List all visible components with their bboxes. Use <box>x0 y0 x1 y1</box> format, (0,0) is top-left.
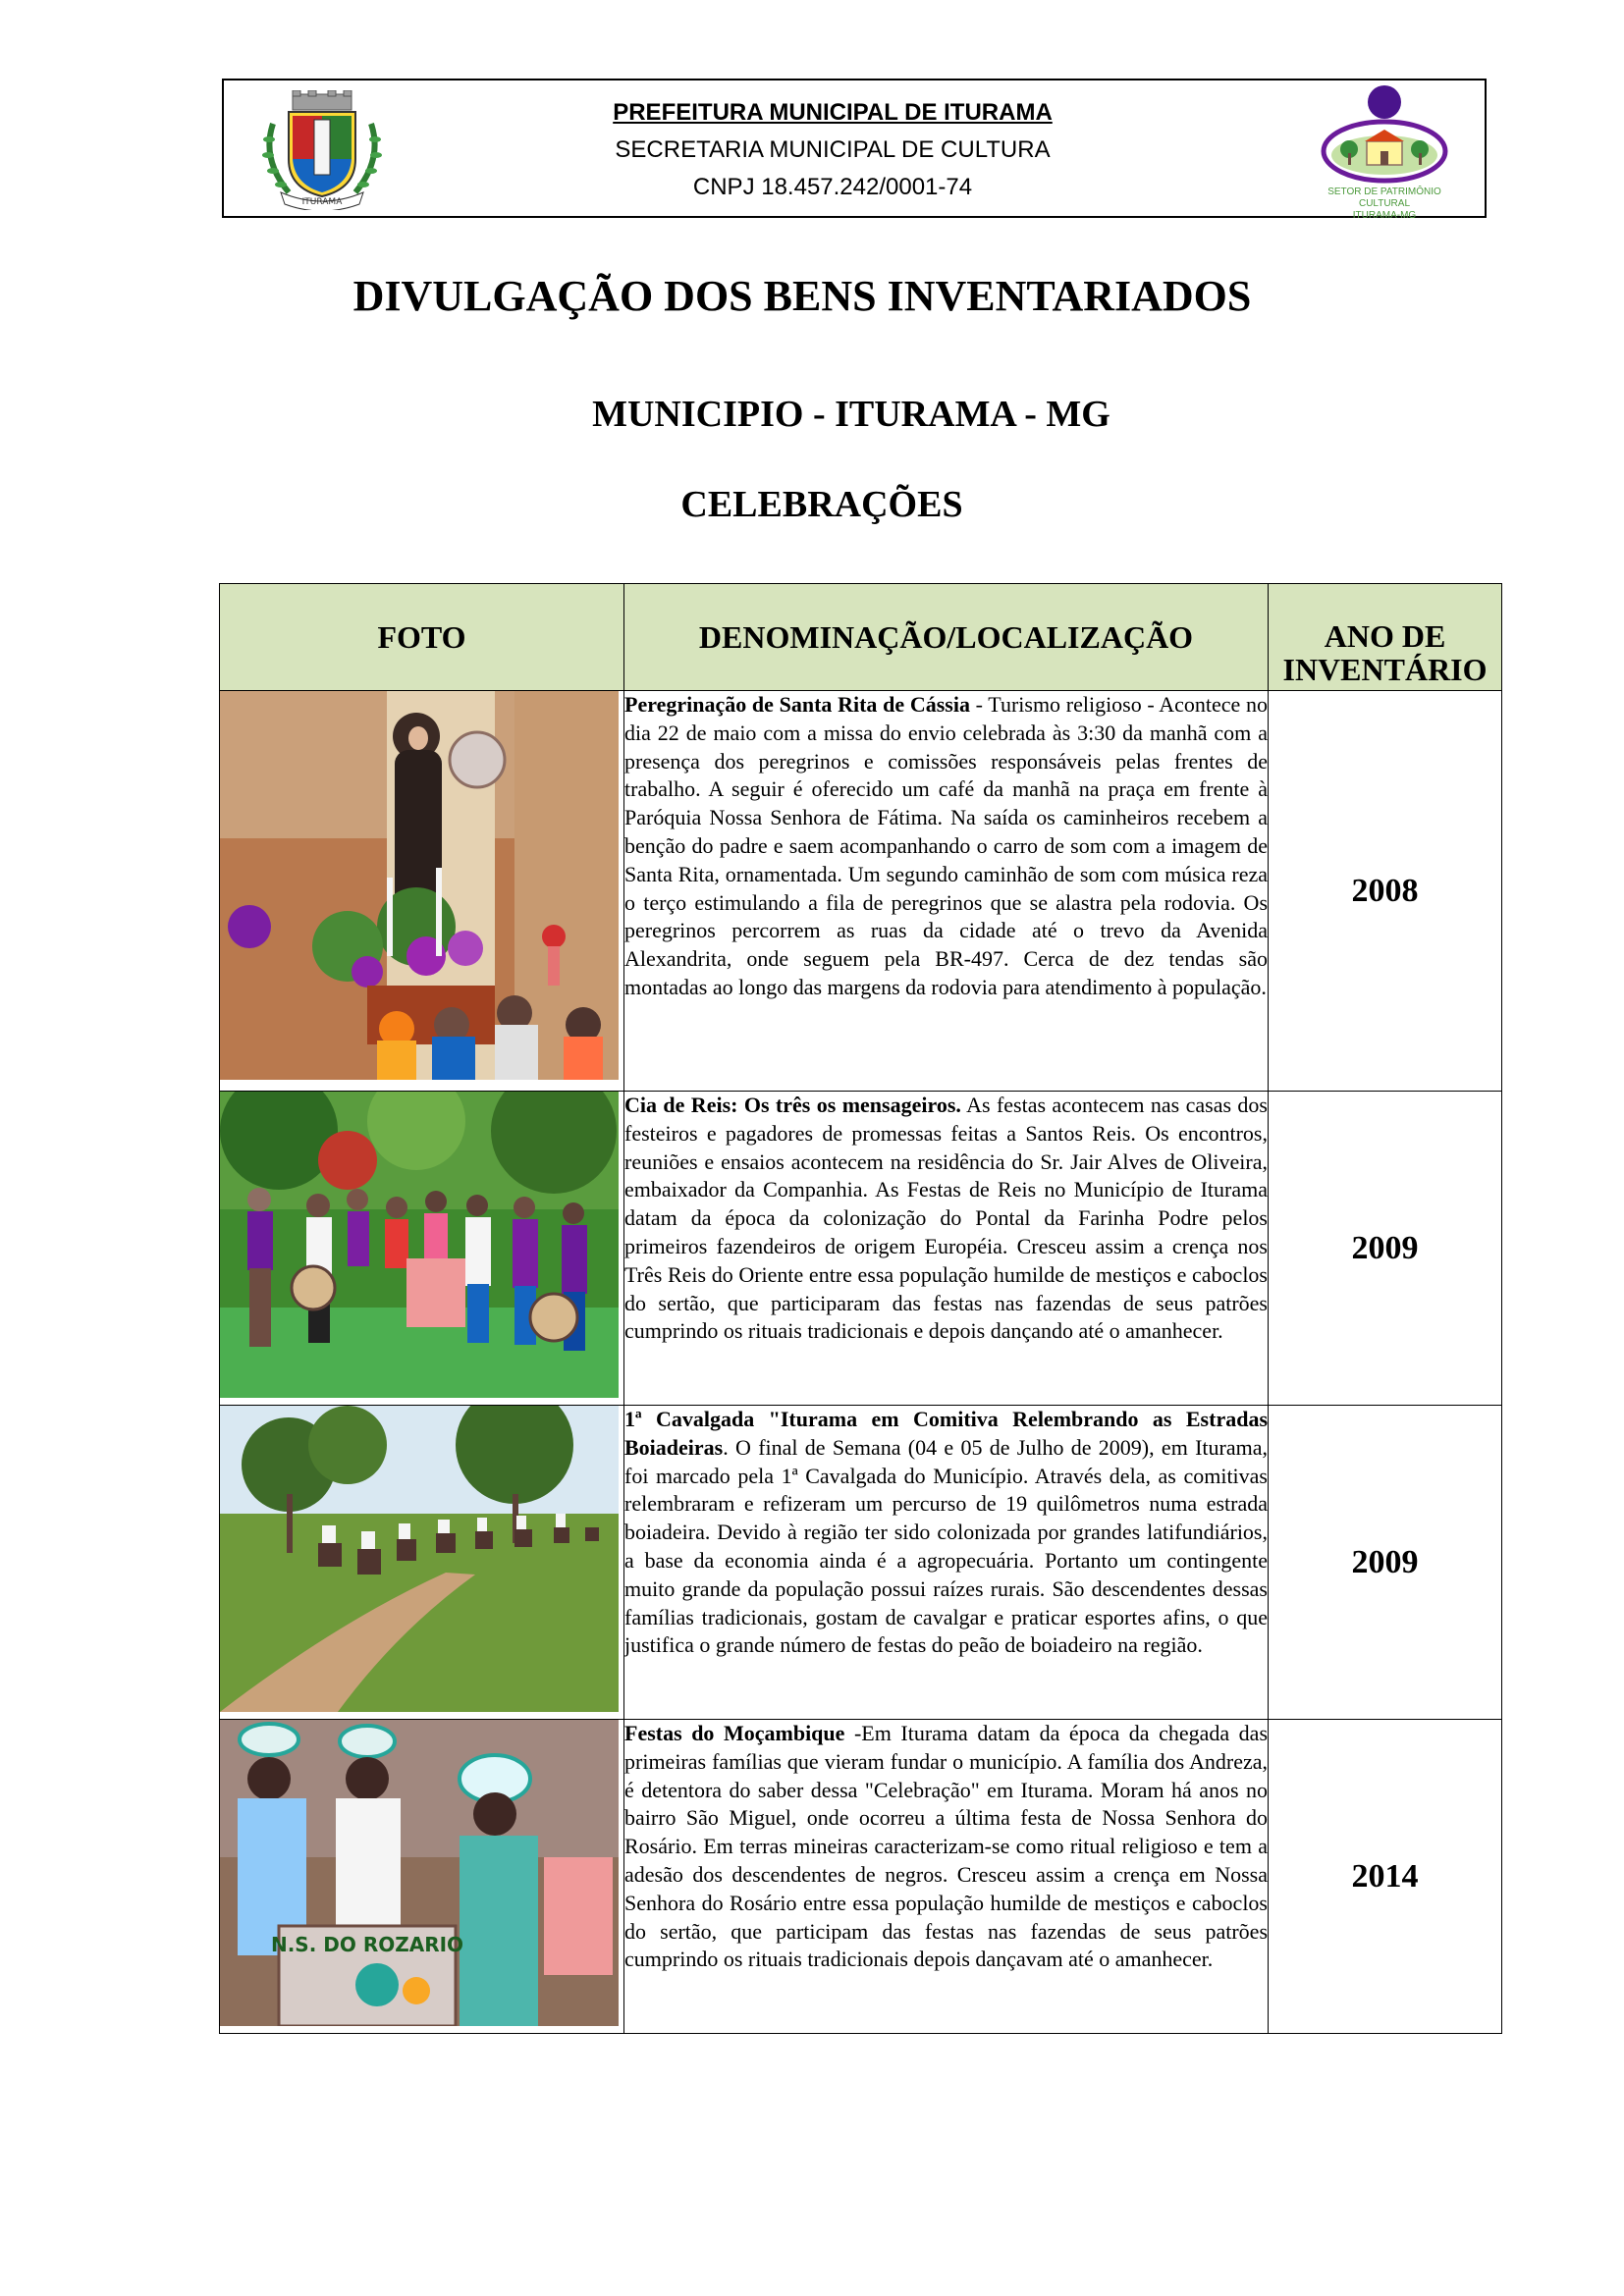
year-header-line2: INVENTÁRIO <box>1282 652 1488 687</box>
photo-cia-de-reis-group <box>220 1092 623 1398</box>
celebration-description: As festas acontecem nas casas dos festeiros e pagadores de promessas feitas a Santos Reis. Os encontros, reuniões e ensaios acontecem na residência do Sr. Jair Alves de Oliveira, embaixador da Companhia. As Festas de Reis no Município de Iturama datam da época da colonização do Pontal da Farinha Podre pelos primeiros fazendeiros de origem Européia. Cresceu assim a crença nos Três Reis do Oriente entre essa população humilde de mestiços e caboclos do sertão, que participaram das festas nas fazendas de seus patrões cumprindo os rituais tradicionais e depois dançando até o amanhecer. <box>624 1093 1268 1344</box>
municipal-crest-logo <box>259 90 385 210</box>
cnpj-number: CNPJ 18.457.242/0001-74 <box>692 174 973 200</box>
celebration-name: 1ª Cavalgada "Iturama em Comitiva Relembrando as Estradas Boiadeiras <box>624 1407 1268 1460</box>
letterhead <box>222 79 1487 221</box>
table-row <box>220 1092 1502 1406</box>
photo-santa-rita-altar <box>220 691 623 1080</box>
section-title: CELEBRAÇÕES <box>680 484 963 525</box>
inventory-year: 2014 <box>1269 1720 1502 2034</box>
celebration-description: . O final de Semana (04 e 05 de Julho de 2009), em Iturama, foi marcado pela 1ª Cavalgada do Município. Através dela, as comitivas relembraram e refizeram um percurso de 19 quilômetros numa estrada boiadeira. Devido à região ter sido colonizada por grandes latifundiários, a base da economia ainda é a agropecuária. Portanto um contingente muito grande da população possui raízes rurais. São descendentes dessas famílias tradicionais, gostam de cavalgar e praticar esportes afins, o que justifica o grande número de festas do peão de boiadeiro na região. <box>624 1434 1268 1658</box>
secretariat-name: SECRETARIA MUNICIPAL DE CULTURA <box>615 136 1051 163</box>
inventory-year: 2009 <box>1269 1092 1502 1406</box>
crest-ribbon-text: ITURAMA <box>301 197 343 207</box>
photo-cell <box>220 1092 624 1406</box>
table-header-row <box>220 584 1502 691</box>
table-row <box>220 1720 1502 2034</box>
page-title: DIVULGAÇÃO DOS BENS INVENTARIADOS <box>352 272 1252 320</box>
column-header-photo: FOTO <box>220 584 624 691</box>
year-header-line1: ANO DE <box>1324 618 1446 654</box>
celebration-name: Cia de Reis: Os três os mensageiros. <box>624 1093 961 1117</box>
letterhead-text <box>518 94 1147 206</box>
inventory-year: 2008 <box>1269 691 1502 1092</box>
celebration-name: Festas do Moçambique <box>624 1721 845 1745</box>
inventory-year: 2009 <box>1269 1406 1502 1720</box>
photo-cell <box>220 691 624 1092</box>
description-cell <box>624 1092 1269 1406</box>
photo-cell <box>220 1720 624 2034</box>
column-header-denomination: DENOMINAÇÃO/LOCALIZAÇÃO <box>624 584 1269 691</box>
celebration-description: -Em Iturama datam da época da chegada das primeiras famílias que vieram fundar o município. A família dos Andreza, é detentora do saber dessa "Celebração" em Iturama. Moram há anos no bairro São Miguel, onde ocorreu a última festa de Nossa Senhora do Rosário. Em terras mineiras caracterizam-se como ritual religioso e tem a adesão dos descendentes de negros. Cresceu assim a crença em Nossa Senhora do Rosário entre essa população humilde de mestiços e caboclos do sertão, que participam das festas nas fazendas de seus patrões cumprindo os rituais tradicionais depois dançavam até o amanhecer. <box>624 1721 1269 1972</box>
banner-text: N.S. DO ROZARIO <box>270 1933 464 1956</box>
heritage-sector-logo <box>1302 84 1467 221</box>
prefecture-name: PREFEITURA MUNICIPAL DE ITURAMA <box>613 99 1053 126</box>
table-row <box>220 691 1502 1092</box>
heritage-sector-city: ITURAMA-MG <box>1352 210 1417 221</box>
description-cell <box>624 691 1269 1092</box>
photo-cavalgada-riders <box>220 1406 623 1712</box>
celebration-description: - Turismo religioso - Acontece no dia 22 de maio com a missa do envio celebrada às 3:30 da manhã com a presença dos peregrinos e comissões responsáveis pelas frentes de trabalho. A seguir é oferecido um café da manhã na praça em frente à Paróquia Nossa Senhora de Fátima. Na saída os caminheiros recebem a benção do padre e saem acompanhando o carro de som com a imagem de Santa Rita, ornamentada. Um segundo caminhão de som com música reza o terço estimulando a fila de peregrinos que se alastra pela rodovia. Os peregrinos percorrem as ruas da cidade até o trevo da Avenida Alexandrita, onde seguem pela BR-497. Cerca de dez tendas são montadas ao longo das margens da rodovia para atendimento à população. <box>624 692 1268 999</box>
heritage-sector-caption: SETOR DE PATRIMÔNIO CULTURAL <box>1327 187 1441 209</box>
municipality-title: MUNICIPIO - ITURAMA - MG <box>592 394 1110 435</box>
photo-cell <box>220 1406 624 1720</box>
celebration-name: Peregrinação de Santa Rita de Cássia <box>624 692 970 717</box>
inventory-table <box>219 583 1502 2034</box>
description-cell <box>624 1406 1269 1720</box>
column-header-year <box>1269 584 1502 691</box>
table-row <box>220 1406 1502 1720</box>
description-cell <box>624 1720 1269 2034</box>
photo-mocambique-dancers <box>220 1720 623 2026</box>
